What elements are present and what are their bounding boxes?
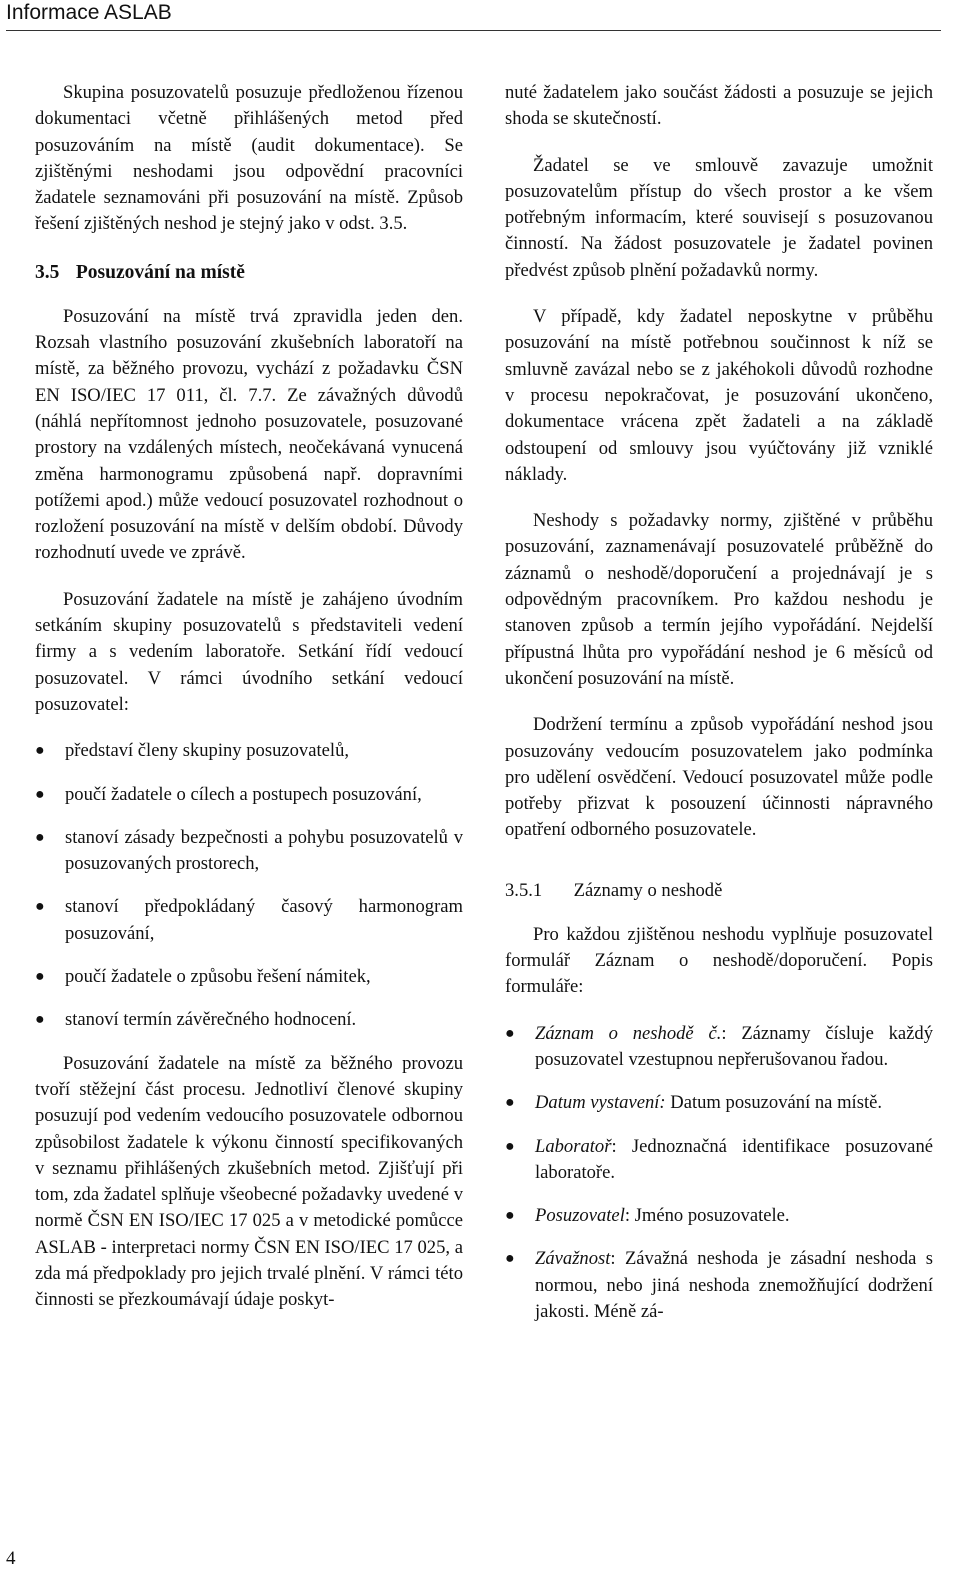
paragraph: Neshody s požadavky normy, zjištěné v průběhu posuzování, zaznamenávají posuzovatelé průběžně do záznamů o neshodě/doporučení a projednávají je s odpovědným pracovníkem. Pro každou neshodu je stanoven způsob a termín jejího vypořádání. Nejdelší přípustná lhůta pro vypořádání neshod je 6 měsíců od ukončení posuzování na místě. (505, 510, 933, 689)
paragraph: Posuzování žadatele na místě za běžného provozu tvoří stěžejní část procesu. Jednotliví členové skupiny posuzují pod vedením vedoucího posuzovatele odbornou způsobilost žadatele k výkonu činností specifikovaných v seznamu přihlášených zkušebních metod. Zjišťují při tom, zda žadatel splňuje všeobecné požadavky uvedené v normě ČSN EN ISO/IEC 17 025 a v metodické pomůcce ASLAB - interpretaci normy ČSN EN ISO/IEC 17 025, a zda má předpoklady pro jejich trvalé plnění. V rámci této činnosti se přezkoumávají údaje poskyt- (35, 1052, 463, 1311)
list-item (505, 1203, 933, 1229)
right-column (505, 80, 933, 1342)
term: Datum vystavení: (535, 1092, 666, 1114)
paragraph: Pro každou zjištěnou neshodu vyplňuje posuzovatel formulář Záznam o neshodě/doporučení. Popis formuláře: (505, 923, 933, 998)
list-item-text: stanoví termín závěrečného hodnocení. (65, 1009, 357, 1031)
list-item (35, 738, 463, 764)
bullet-icon: ● (35, 1011, 45, 1029)
list-item (35, 964, 463, 990)
bullet-icon: ● (35, 968, 45, 986)
bullet-icon: ● (505, 1094, 515, 1112)
bullet-icon: ● (505, 1207, 515, 1225)
list-item (505, 1021, 933, 1074)
list-item-text: poučí žadatele o způsobu řešení námitek, (65, 966, 371, 988)
bullet-icon: ● (505, 1250, 515, 1268)
paragraph-continued: nuté žadatelem jako součást žádosti a posuzuje se jejich shoda se skutečností. (505, 82, 933, 130)
section-title: Posuzování na místě (75, 261, 245, 283)
section-number: 3.5 (35, 261, 60, 283)
list-item-text: poučí žadatele o cílech a postupech posuzování, (65, 783, 422, 805)
bullet-icon: ● (35, 742, 45, 760)
page-number: 4 (6, 1548, 16, 1569)
list-item (505, 1090, 933, 1116)
list-item (35, 825, 463, 878)
subsection-number: 3.5.1 (505, 879, 543, 901)
list-item-text: stanoví předpokládaný časový harmonogram posuzování, (65, 896, 463, 944)
paragraph: Dodržení termínu a způsob vypořádání neshod jsou posuzovány vedoucím posuzovatelem jako podmínka pro udělení osvědčení. Vedoucí posuzovatel může podle potřeby přizvat k posouzení účinnosti nápravného opatření odborného posuzovatele. (505, 714, 933, 841)
definition: Datum posuzování na místě. (665, 1092, 883, 1114)
bullet-list (505, 1021, 933, 1326)
list-item (35, 782, 463, 808)
term: Laboratoř (535, 1135, 612, 1157)
bullet-list (35, 738, 463, 1033)
list-item (35, 1007, 463, 1033)
section-heading (35, 260, 463, 286)
term: Posuzovatel (535, 1205, 625, 1227)
definition: : Závažná neshoda je zásadní neshoda s normou, nebo jiná neshoda znemožňující dodržení jakosti. Méně zá- (535, 1248, 933, 1322)
list-item (505, 1134, 933, 1187)
definition: : Záznamy čísluje každý posuzovatel vzestupnou nepřerušovanou řadou. (535, 1022, 933, 1070)
intro-paragraph: Skupina posuzovatelů posuzuje předloženou řízenou dokumentaci včetně přihlášených metod před posuzováním na místě (audit dokumentace). Se zjištěnými neshodami jsou odpovědní pracovníci žadatele seznamováni při posuzování na místě. Způsob řešení zjištěných neshod je stejný jako v odst. 3.5. (35, 82, 463, 235)
paragraph: Posuzování na místě trvá zpravidla jeden den. Rozsah vlastního posuzování zkušebních laboratoří na místě, za běžného provozu, vychází z požadavku ČSN EN ISO/IEC 17 011, čl. 7.7. Ze závažných důvodů (náhlá nepřítomnost jednoho posuzovatele, posuzované prostory na vzdálených místech, neočekávaná vynucená změna harmonogramu způsobená např. dopravními potížemi apod.) může vedoucí posuzovatel rozhodnout o rozložení posuzování na místě v delším období. Důvody rozhodnutí uvede ve zprávě. (35, 305, 463, 564)
paragraph: Posuzování žadatele na místě je zahájeno úvodním setkáním skupiny posuzovatelů s představiteli vedení firmy a s vedením laboratoře. Setkání řídí vedoucí posuzovatel. V rámci úvodního setkání vedoucí posuzovatel: (35, 588, 463, 715)
bullet-icon: ● (505, 1137, 515, 1155)
bullet-icon: ● (35, 898, 45, 916)
list-item-text: stanoví zásady bezpečnosti a pohybu posuzovatelů v posuzovaných prostorech, (65, 826, 463, 875)
header-title: Informace ASLAB (6, 1, 172, 24)
bullet-icon: ● (35, 828, 45, 846)
subsection-heading (505, 878, 933, 904)
left-column (35, 80, 463, 1334)
term: Závažnost (535, 1248, 611, 1270)
running-header (6, 0, 941, 31)
list-item (505, 1246, 933, 1325)
term: Záznam o neshodě č. (535, 1022, 722, 1044)
definition: : Jméno posuzovatele. (624, 1205, 790, 1227)
paragraph: V případě, kdy žadatel neposkytne v průběhu posuzování na místě potřebnou součinnost k níž se smluvně zavázal nebo se z jakéhokoli důvodů rozhodne v procesu nepokračovat, je posuzování ukončeno, dokumentace vrácena zpět žadateli a na základě odstoupení od smlouvy jsou vyúčtovány již vzniklé náklady. (505, 306, 933, 485)
bullet-icon: ● (35, 785, 45, 803)
paragraph: Žadatel se ve smlouvě zavazuje umožnit posuzovatelům přístup do všech prostor a ke všem potřebným informacím, které souvisejí s posuzovanou činností. Na žádost posuzovatele je žadatel povinen předvést způsob plnění požadavků normy. (505, 154, 933, 281)
definition: : Jednoznačná identifikace posuzované laboratoře. (535, 1135, 933, 1183)
list-item (35, 894, 463, 947)
bullet-icon: ● (505, 1024, 515, 1042)
list-item-text: představí členy skupiny posuzovatelů, (65, 740, 350, 762)
subsection-title: Záznamy o neshodě (573, 879, 723, 901)
